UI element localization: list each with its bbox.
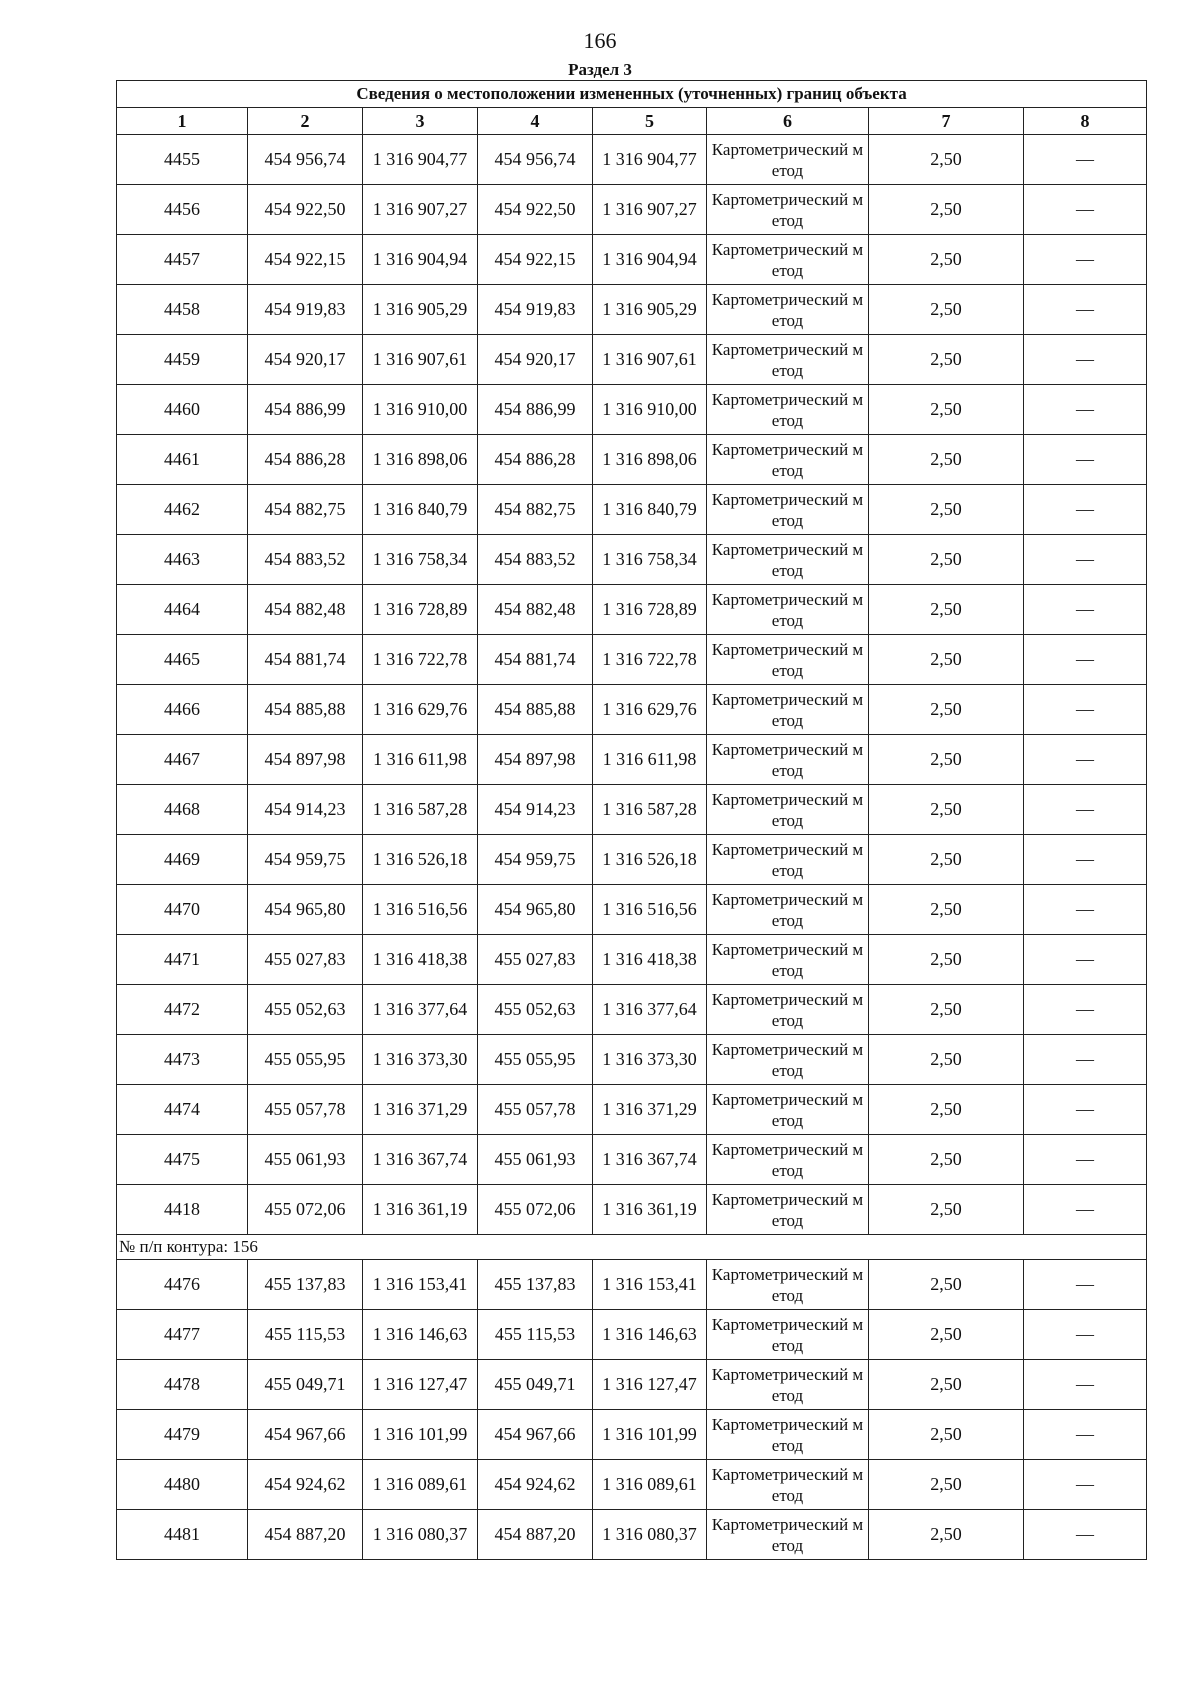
table-cell-col-1: 4463: [117, 535, 248, 585]
table-cell-col-3: 1 316 758,34: [363, 535, 478, 585]
table-cell-col-4: 455 052,63: [478, 985, 593, 1035]
table-cell-col-3: 1 316 587,28: [363, 785, 478, 835]
table-cell-col-5: 1 316 910,00: [593, 385, 707, 435]
table-cell-col-3: 1 316 907,61: [363, 335, 478, 385]
table-cell-col-2: 454 922,50: [248, 185, 363, 235]
table-cell-col-5: 1 316 898,06: [593, 435, 707, 485]
table-cell-col-7: 2,50: [869, 135, 1024, 185]
table-cell-col-8: —: [1024, 835, 1147, 885]
table-cell-col-7: 2,50: [869, 435, 1024, 485]
table-row: [117, 1085, 1147, 1135]
table-cell-col-2: 455 055,95: [248, 1035, 363, 1085]
table-cell-col-5: 1 316 418,38: [593, 935, 707, 985]
table-cell-col-8: —: [1024, 335, 1147, 385]
table-cell-col-4: 454 914,23: [478, 785, 593, 835]
table-cell-col-3: 1 316 526,18: [363, 835, 478, 885]
table-cell-col-2: 455 115,53: [248, 1310, 363, 1360]
section-title: Раздел 3: [568, 60, 632, 79]
column-number-2: 2: [248, 108, 363, 135]
table-cell-col-4: 454 922,15: [478, 235, 593, 285]
table-cell-col-5: 1 316 587,28: [593, 785, 707, 835]
table-cell-col-6: Картометрический метод: [707, 835, 869, 885]
table-cell-col-1: 4480: [117, 1460, 248, 1510]
table-cell-col-2: 454 885,88: [248, 685, 363, 735]
table-cell-col-5: 1 316 611,98: [593, 735, 707, 785]
table-cell-col-1: 4457: [117, 235, 248, 285]
table-cell-col-6: Картометрический метод: [707, 1085, 869, 1135]
table-cell-col-8: —: [1024, 935, 1147, 985]
table-row: [117, 235, 1147, 285]
table-cell-col-7: 2,50: [869, 1510, 1024, 1560]
table-cell-col-4: 454 965,80: [478, 885, 593, 935]
table-row: [117, 1135, 1147, 1185]
table-cell-col-3: 1 316 373,30: [363, 1035, 478, 1085]
table-cell-col-4: 454 920,17: [478, 335, 593, 385]
table-cell-col-4: 454 882,75: [478, 485, 593, 535]
table-cell-col-2: 454 959,75: [248, 835, 363, 885]
table-cell-col-3: 1 316 516,56: [363, 885, 478, 935]
table-cell-col-1: 4469: [117, 835, 248, 885]
table-cell-col-3: 1 316 910,00: [363, 385, 478, 435]
table-cell-col-6: Картометрический метод: [707, 985, 869, 1035]
table-cell-col-1: 4477: [117, 1310, 248, 1360]
table-body: [117, 135, 1147, 1560]
table-cell-col-3: 1 316 153,41: [363, 1260, 478, 1310]
table-cell-col-5: 1 316 146,63: [593, 1310, 707, 1360]
table-cell-col-7: 2,50: [869, 1360, 1024, 1410]
table-cell-col-2: 454 882,75: [248, 485, 363, 535]
table-cell-col-7: 2,50: [869, 1260, 1024, 1310]
table-cell-col-2: 455 057,78: [248, 1085, 363, 1135]
table-cell-col-4: 454 967,66: [478, 1410, 593, 1460]
table-cell-col-2: 455 061,93: [248, 1135, 363, 1185]
table-cell-col-5: 1 316 080,37: [593, 1510, 707, 1560]
table-cell-col-6: Картометрический метод: [707, 585, 869, 635]
table-cell-col-6: Картометрический метод: [707, 485, 869, 535]
table-cell-col-6: Картометрический метод: [707, 1410, 869, 1460]
table-cell-col-6: Картометрический метод: [707, 1510, 869, 1560]
table-cell-col-7: 2,50: [869, 1135, 1024, 1185]
column-number-8: 8: [1024, 108, 1147, 135]
table-cell-col-5: 1 316 367,74: [593, 1135, 707, 1185]
table-cell-col-6: Картометрический метод: [707, 435, 869, 485]
table-cell-col-8: —: [1024, 735, 1147, 785]
table-row: [117, 1310, 1147, 1360]
table-cell-col-5: 1 316 629,76: [593, 685, 707, 735]
table-cell-col-3: 1 316 361,19: [363, 1185, 478, 1235]
table-cell-col-8: —: [1024, 1460, 1147, 1510]
table-cell-col-3: 1 316 101,99: [363, 1410, 478, 1460]
table-row: [117, 1360, 1147, 1410]
table-cell-col-5: 1 316 153,41: [593, 1260, 707, 1310]
table-cell-col-1: 4473: [117, 1035, 248, 1085]
table-row: [117, 335, 1147, 385]
table-cell-col-6: Картометрический метод: [707, 735, 869, 785]
table-cell-col-2: 455 052,63: [248, 985, 363, 1035]
table-cell-col-6: Картометрический метод: [707, 185, 869, 235]
table-cell-col-3: 1 316 089,61: [363, 1460, 478, 1510]
table-caption: Сведения о местоположении измененных (уточненных) границ объекта: [117, 81, 1147, 108]
table-cell-col-6: Картометрический метод: [707, 1460, 869, 1510]
table-cell-col-3: 1 316 377,64: [363, 985, 478, 1035]
table-cell-col-7: 2,50: [869, 485, 1024, 535]
table-cell-col-8: —: [1024, 1310, 1147, 1360]
table-row: [117, 785, 1147, 835]
table-cell-col-1: 4474: [117, 1085, 248, 1135]
table-cell-col-2: 454 887,20: [248, 1510, 363, 1560]
table-cell-col-4: 454 886,99: [478, 385, 593, 435]
table-cell-col-7: 2,50: [869, 885, 1024, 935]
table-cell-col-1: 4468: [117, 785, 248, 835]
table-cell-col-1: 4464: [117, 585, 248, 635]
table-cell-col-7: 2,50: [869, 1460, 1024, 1510]
table-cell-col-3: 1 316 629,76: [363, 685, 478, 735]
table-cell-col-8: —: [1024, 585, 1147, 635]
table-cell-col-2: 455 027,83: [248, 935, 363, 985]
table-cell-col-7: 2,50: [869, 685, 1024, 735]
table-cell-col-6: Картометрический метод: [707, 1135, 869, 1185]
table-row: [117, 585, 1147, 635]
table-row: [117, 885, 1147, 935]
table-cell-col-3: 1 316 907,27: [363, 185, 478, 235]
column-number-7: 7: [869, 108, 1024, 135]
table-cell-col-1: 4478: [117, 1360, 248, 1410]
table-cell-col-3: 1 316 904,77: [363, 135, 478, 185]
table-cell-col-7: 2,50: [869, 1085, 1024, 1135]
table-cell-col-8: —: [1024, 785, 1147, 835]
table-cell-col-8: —: [1024, 1035, 1147, 1085]
table-cell-col-3: 1 316 611,98: [363, 735, 478, 785]
table-cell-col-6: Картометрический метод: [707, 1360, 869, 1410]
table-cell-col-8: —: [1024, 1410, 1147, 1460]
table-cell-col-3: 1 316 898,06: [363, 435, 478, 485]
table-cell-col-4: 455 055,95: [478, 1035, 593, 1085]
table-cell-col-5: 1 316 516,56: [593, 885, 707, 935]
table-cell-col-7: 2,50: [869, 585, 1024, 635]
table-cell-col-2: 454 920,17: [248, 335, 363, 385]
table-cell-col-1: 4459: [117, 335, 248, 385]
table-cell-col-1: 4472: [117, 985, 248, 1035]
table-cell-col-1: 4458: [117, 285, 248, 335]
table-row: [117, 385, 1147, 435]
table-row: [117, 1410, 1147, 1460]
table-row: [117, 435, 1147, 485]
table-row: [117, 935, 1147, 985]
column-number-6: 6: [707, 108, 869, 135]
page-number: 166: [583, 28, 617, 53]
table-cell-col-8: —: [1024, 985, 1147, 1035]
table-cell-col-3: 1 316 080,37: [363, 1510, 478, 1560]
table-cell-col-5: 1 316 361,19: [593, 1185, 707, 1235]
table-cell-col-8: —: [1024, 535, 1147, 585]
table-cell-col-5: 1 316 526,18: [593, 835, 707, 885]
table-cell-col-6: Картометрический метод: [707, 635, 869, 685]
table-cell-col-4: 454 881,74: [478, 635, 593, 685]
table-cell-col-8: —: [1024, 235, 1147, 285]
table-cell-col-3: 1 316 371,29: [363, 1085, 478, 1135]
table-row: [117, 635, 1147, 685]
table-cell-col-1: 4471: [117, 935, 248, 985]
table-cell-col-2: 454 922,15: [248, 235, 363, 285]
table-cell-col-4: 455 027,83: [478, 935, 593, 985]
table-cell-col-1: 4465: [117, 635, 248, 685]
table-cell-col-5: 1 316 907,61: [593, 335, 707, 385]
table-cell-col-6: Картометрический метод: [707, 135, 869, 185]
table-cell-col-3: 1 316 905,29: [363, 285, 478, 335]
table-cell-col-5: 1 316 904,77: [593, 135, 707, 185]
table-cell-col-6: Картометрический метод: [707, 385, 869, 435]
table-cell-col-6: Картометрический метод: [707, 1185, 869, 1235]
table-cell-col-2: 454 883,52: [248, 535, 363, 585]
table-cell-col-1: 4462: [117, 485, 248, 535]
table-cell-col-7: 2,50: [869, 385, 1024, 435]
table-cell-col-4: 455 072,06: [478, 1185, 593, 1235]
table-cell-col-7: 2,50: [869, 735, 1024, 785]
table-cell-col-7: 2,50: [869, 1035, 1024, 1085]
table-cell-col-5: 1 316 722,78: [593, 635, 707, 685]
table-cell-col-4: 454 919,83: [478, 285, 593, 335]
table-cell-col-3: 1 316 904,94: [363, 235, 478, 285]
table-cell-col-6: Картометрический метод: [707, 285, 869, 335]
column-number-1: 1: [117, 108, 248, 135]
table-row: [117, 285, 1147, 335]
table-cell-col-6: Картометрический метод: [707, 785, 869, 835]
table-cell-col-3: 1 316 127,47: [363, 1360, 478, 1410]
table-cell-col-2: 454 924,62: [248, 1460, 363, 1510]
column-number-5: 5: [593, 108, 707, 135]
table-cell-col-8: —: [1024, 1085, 1147, 1135]
table-cell-col-3: 1 316 722,78: [363, 635, 478, 685]
table-cell-col-8: —: [1024, 1510, 1147, 1560]
table-cell-col-2: 454 886,28: [248, 435, 363, 485]
table-row: [117, 1460, 1147, 1510]
table-row: [117, 135, 1147, 185]
table-cell-col-6: Картометрический метод: [707, 885, 869, 935]
table-cell-col-4: 454 956,74: [478, 135, 593, 185]
table-cell-col-8: —: [1024, 685, 1147, 735]
table-cell-col-1: 4460: [117, 385, 248, 435]
table-cell-col-1: 4479: [117, 1410, 248, 1460]
table-cell-col-4: 454 924,62: [478, 1460, 593, 1510]
table-cell-col-2: 454 919,83: [248, 285, 363, 335]
table-cell-col-2: 454 967,66: [248, 1410, 363, 1460]
table-cell-col-1: 4476: [117, 1260, 248, 1310]
table-cell-col-2: 454 914,23: [248, 785, 363, 835]
coordinates-table: [116, 80, 1147, 1560]
table-cell-col-7: 2,50: [869, 1185, 1024, 1235]
table-cell-col-7: 2,50: [869, 235, 1024, 285]
table-cell-col-4: 455 061,93: [478, 1135, 593, 1185]
table-cell-col-5: 1 316 371,29: [593, 1085, 707, 1135]
table-cell-col-7: 2,50: [869, 785, 1024, 835]
table-cell-col-8: —: [1024, 135, 1147, 185]
table-cell-col-8: —: [1024, 185, 1147, 235]
table-cell-col-2: 455 049,71: [248, 1360, 363, 1410]
table-cell-col-3: 1 316 367,74: [363, 1135, 478, 1185]
table-cell-col-6: Картометрический метод: [707, 335, 869, 385]
table-cell-col-2: 454 882,48: [248, 585, 363, 635]
table-cell-col-7: 2,50: [869, 1310, 1024, 1360]
table-cell-col-5: 1 316 905,29: [593, 285, 707, 335]
contour-row: [117, 1235, 1147, 1260]
table-cell-col-1: 4418: [117, 1185, 248, 1235]
table-cell-col-5: 1 316 904,94: [593, 235, 707, 285]
table-cell-col-6: Картометрический метод: [707, 685, 869, 735]
table-cell-col-4: 455 115,53: [478, 1310, 593, 1360]
table-cell-col-7: 2,50: [869, 935, 1024, 985]
table-cell-col-4: 454 885,88: [478, 685, 593, 735]
table-cell-col-5: 1 316 728,89: [593, 585, 707, 635]
table-cell-col-5: 1 316 127,47: [593, 1360, 707, 1410]
table-cell-col-1: 4466: [117, 685, 248, 735]
table-cell-col-1: 4461: [117, 435, 248, 485]
table-cell-col-6: Картометрический метод: [707, 235, 869, 285]
table-cell-col-8: —: [1024, 635, 1147, 685]
table-cell-col-7: 2,50: [869, 185, 1024, 235]
table-cell-col-8: —: [1024, 485, 1147, 535]
table-row: [117, 685, 1147, 735]
table-cell-col-7: 2,50: [869, 835, 1024, 885]
table-cell-col-8: —: [1024, 1185, 1147, 1235]
table-cell-col-6: Картометрический метод: [707, 935, 869, 985]
table-row: [117, 1035, 1147, 1085]
column-number-4: 4: [478, 108, 593, 135]
table-cell-col-7: 2,50: [869, 1410, 1024, 1460]
table-cell-col-7: 2,50: [869, 335, 1024, 385]
table-cell-col-2: 454 897,98: [248, 735, 363, 785]
table-cell-col-4: 454 887,20: [478, 1510, 593, 1560]
table-cell-col-5: 1 316 758,34: [593, 535, 707, 585]
table-cell-col-8: —: [1024, 385, 1147, 435]
table-cell-col-6: Картометрический метод: [707, 1035, 869, 1085]
table-row: [117, 835, 1147, 885]
table-cell-col-2: 454 881,74: [248, 635, 363, 685]
table-cell-col-5: 1 316 377,64: [593, 985, 707, 1035]
table-cell-col-8: —: [1024, 1135, 1147, 1185]
table-cell-col-5: 1 316 840,79: [593, 485, 707, 535]
table-cell-col-4: 455 057,78: [478, 1085, 593, 1135]
table-cell-col-5: 1 316 907,27: [593, 185, 707, 235]
table-cell-col-2: 454 956,74: [248, 135, 363, 185]
table-row: [117, 735, 1147, 785]
table-cell-col-4: 454 883,52: [478, 535, 593, 585]
table-row: [117, 1260, 1147, 1310]
table-cell-col-4: 454 886,28: [478, 435, 593, 485]
column-number-3: 3: [363, 108, 478, 135]
column-number-row: [117, 108, 1147, 135]
table-cell-col-1: 4475: [117, 1135, 248, 1185]
table-cell-col-4: 455 049,71: [478, 1360, 593, 1410]
table-cell-col-5: 1 316 101,99: [593, 1410, 707, 1460]
table-cell-col-3: 1 316 840,79: [363, 485, 478, 535]
contour-label: № п/п контура: 156: [117, 1235, 1147, 1260]
table-cell-col-7: 2,50: [869, 535, 1024, 585]
table-cell-col-3: 1 316 418,38: [363, 935, 478, 985]
table-cell-col-7: 2,50: [869, 985, 1024, 1035]
table-cell-col-1: 4456: [117, 185, 248, 235]
table-cell-col-3: 1 316 728,89: [363, 585, 478, 635]
table-cell-col-6: Картометрический метод: [707, 1310, 869, 1360]
table-cell-col-8: —: [1024, 1260, 1147, 1310]
table-cell-col-5: 1 316 089,61: [593, 1460, 707, 1510]
table-cell-col-3: 1 316 146,63: [363, 1310, 478, 1360]
table-cell-col-4: 454 882,48: [478, 585, 593, 635]
table-cell-col-1: 4455: [117, 135, 248, 185]
table-cell-col-7: 2,50: [869, 285, 1024, 335]
table-cell-col-5: 1 316 373,30: [593, 1035, 707, 1085]
table-cell-col-2: 454 886,99: [248, 385, 363, 435]
table-cell-col-4: 454 922,50: [478, 185, 593, 235]
table-cell-col-2: 455 137,83: [248, 1260, 363, 1310]
table-row: [117, 985, 1147, 1035]
table-cell-col-6: Картометрический метод: [707, 1260, 869, 1310]
table-cell-col-1: 4467: [117, 735, 248, 785]
table-cell-col-1: 4481: [117, 1510, 248, 1560]
table-row: [117, 485, 1147, 535]
table-cell-col-6: Картометрический метод: [707, 535, 869, 585]
table-row: [117, 535, 1147, 585]
table-cell-col-2: 455 072,06: [248, 1185, 363, 1235]
table-cell-col-8: —: [1024, 1360, 1147, 1410]
table-cell-col-8: —: [1024, 885, 1147, 935]
table-cell-col-2: 454 965,80: [248, 885, 363, 935]
table-row: [117, 185, 1147, 235]
table-cell-col-4: 454 959,75: [478, 835, 593, 885]
table-cell-col-4: 454 897,98: [478, 735, 593, 785]
table-row: [117, 1510, 1147, 1560]
table-cell-col-8: —: [1024, 285, 1147, 335]
table-cell-col-8: —: [1024, 435, 1147, 485]
table-cell-col-1: 4470: [117, 885, 248, 935]
table-row: [117, 1185, 1147, 1235]
table-cell-col-4: 455 137,83: [478, 1260, 593, 1310]
table-cell-col-7: 2,50: [869, 635, 1024, 685]
